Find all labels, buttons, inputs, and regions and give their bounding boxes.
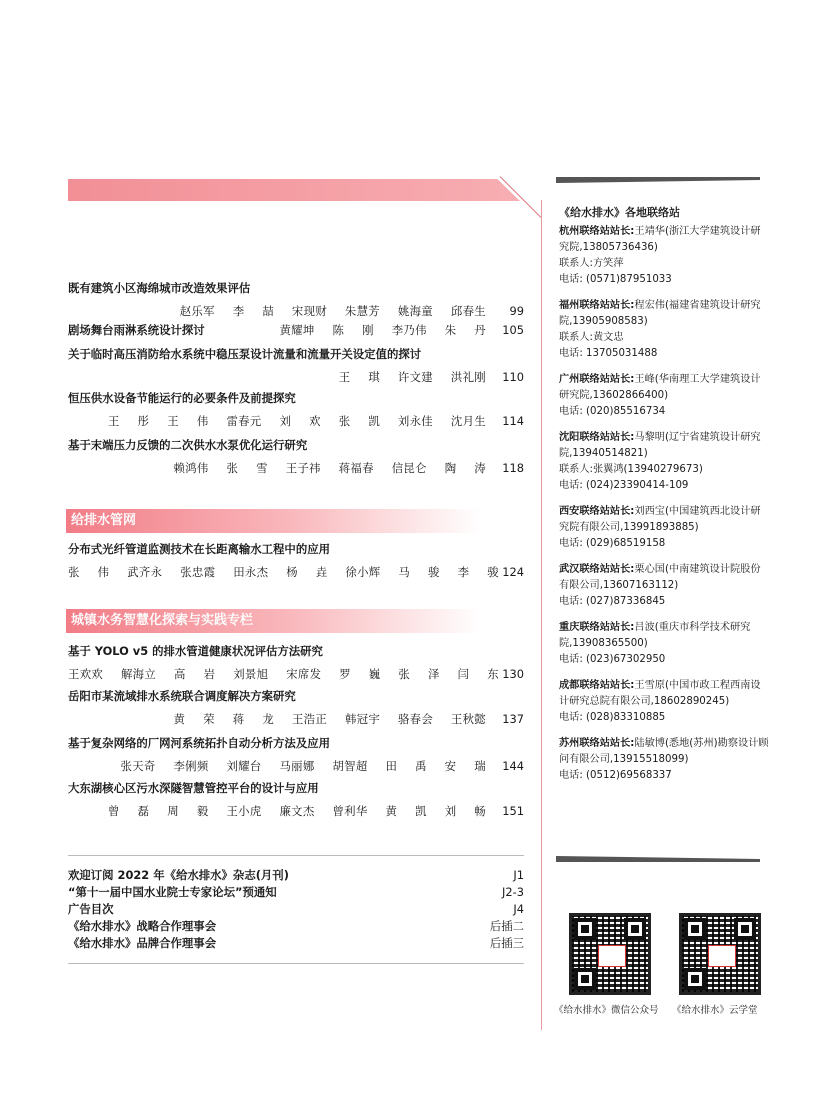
article-title: 剧场舞台雨淋系统设计探讨 bbox=[68, 323, 205, 337]
article-authors: 王欢欢 解海立 高 岩 刘景旭 宋席发 罗 巍 张 泽 闫 东 bbox=[68, 667, 499, 681]
article-authors: 王 琪 许文建 洪礼刚 bbox=[338, 370, 486, 384]
station-entry bbox=[559, 620, 769, 668]
station-line: 王靖华(浙江大学建筑设计研究院,13805736436) bbox=[559, 226, 761, 253]
article-title: 基于复杂网络的厂网河系统拓扑自动分析方法及应用 bbox=[68, 736, 330, 750]
station-head: 成都联络站站长: bbox=[559, 680, 635, 691]
station-line: 吕波(重庆市科学技术研究院,13908365500) bbox=[559, 622, 751, 649]
article-page: 110 bbox=[502, 370, 524, 384]
station-line: 栗心国(中南建筑设计院股份有限公司,13607163112) bbox=[559, 564, 761, 591]
station-head: 广州联络站站长: bbox=[559, 374, 635, 385]
sidebar-top-bar bbox=[556, 177, 760, 183]
article-entry[interactable] bbox=[68, 735, 524, 774]
station-line: 电话: (0512)69568337 bbox=[559, 770, 672, 781]
station-entry bbox=[559, 736, 769, 784]
misc-page: 后插三 bbox=[489, 936, 524, 950]
column-divider bbox=[541, 200, 542, 1030]
article-entry[interactable] bbox=[68, 541, 524, 580]
article-title: 既有建筑小区海绵城市改造效果评估 bbox=[68, 281, 251, 295]
misc-label: 《给水排水》品牌合作理事会 bbox=[68, 936, 217, 950]
sidebar-bottom-bar bbox=[556, 856, 760, 862]
misc-item[interactable] bbox=[68, 918, 524, 935]
article-authors: 曾 磊 周 毅 王小虎 廉文杰 曾利华 黄 凯 刘 畅 bbox=[108, 804, 486, 818]
article-authors: 黄耀坤 陈 刚 李乃伟 朱 丹 bbox=[279, 323, 486, 337]
article-page: 105 bbox=[502, 323, 524, 337]
article-page: 99 bbox=[509, 304, 524, 318]
article-entry[interactable] bbox=[68, 437, 524, 476]
station-entry bbox=[559, 678, 769, 726]
station-line: 电话: (020)85516734 bbox=[559, 406, 666, 417]
sidebar-stations bbox=[559, 205, 769, 784]
station-line: 电话: (027)87336845 bbox=[559, 596, 666, 607]
article-title: 基于末端压力反馈的二次供水水泵优化运行研究 bbox=[68, 438, 308, 452]
divider bbox=[68, 963, 524, 964]
station-head: 福州联络站站长: bbox=[559, 300, 635, 311]
misc-label: 欢迎订阅 2022 年《给水排水》杂志(月刊) bbox=[68, 868, 289, 882]
station-line: 马黎明(辽宁省建筑设计研究院,13940514821) bbox=[559, 432, 761, 459]
article-entry[interactable] bbox=[68, 390, 524, 429]
misc-page: J2-3 bbox=[502, 885, 524, 899]
misc-page: J4 bbox=[513, 902, 524, 916]
misc-item[interactable] bbox=[68, 884, 524, 901]
station-line: 联系人:张翼鸿(13940279673) bbox=[559, 464, 703, 475]
wechat-qr-caption: 《给水排水》微信公众号 bbox=[554, 1005, 659, 1016]
article-title: 分布式光纤管道监测技术在长距离输水工程中的应用 bbox=[68, 542, 330, 556]
article-page: 130 bbox=[502, 667, 524, 681]
misc-page: 后插二 bbox=[489, 919, 524, 933]
station-line: 电话: (029)68519158 bbox=[559, 538, 666, 549]
article-authors: 张天奇 李俐频 刘耀台 马丽娜 胡智超 田 禹 安 瑞 bbox=[120, 759, 486, 773]
article-entry[interactable] bbox=[68, 688, 524, 727]
station-line: 电话: (024)23390414-109 bbox=[559, 480, 689, 491]
station-line: 电话: (023)67302950 bbox=[559, 654, 666, 665]
cloud-class-qr-code[interactable] bbox=[679, 913, 761, 995]
misc-item[interactable] bbox=[68, 935, 524, 952]
article-page: 151 bbox=[502, 804, 524, 818]
article-page: 124 bbox=[502, 565, 524, 579]
article-title: 岳阳市某流域排水系统联合调度解决方案研究 bbox=[68, 689, 296, 703]
misc-label: “第十一届中国水业院士专家论坛”预通知 bbox=[68, 885, 277, 899]
station-line: 程宏伟(福建省建筑设计研究院,13905908583) bbox=[559, 300, 761, 327]
article-page: 144 bbox=[502, 759, 524, 773]
article-title: 基于 YOLO v5 的排水管道健康状况评估方法研究 bbox=[68, 644, 323, 658]
article-authors: 赵乐军 李 喆 宋现财 朱慧芳 姚海童 邱春生 bbox=[179, 304, 486, 318]
misc-list bbox=[68, 867, 524, 952]
station-line: 电话: 13705031488 bbox=[559, 348, 658, 359]
section-header-pipe-network: 给排水管网 bbox=[66, 509, 482, 533]
misc-page: J1 bbox=[513, 868, 524, 882]
station-entry bbox=[559, 372, 769, 420]
station-line: 王雪原(中国市政工程西南设计研究总院有限公司,18602890245) bbox=[559, 680, 761, 707]
section-header-smart-water: 城镇水务智慧化探索与实践专栏 bbox=[66, 609, 482, 633]
station-head: 苏州联络站站长: bbox=[559, 738, 635, 749]
misc-label: 《给水排水》战略合作理事会 bbox=[68, 919, 217, 933]
station-line: 电话: (028)83310885 bbox=[559, 712, 666, 723]
article-entry[interactable] bbox=[68, 780, 524, 819]
station-head: 武汉联络站站长: bbox=[559, 564, 635, 575]
station-line: 联系人:黄文忠 bbox=[559, 332, 624, 343]
station-head: 杭州联络站站长: bbox=[559, 226, 635, 237]
station-entry bbox=[559, 224, 769, 288]
qr-logo bbox=[598, 945, 626, 967]
station-line: 联系人:方笑萍 bbox=[559, 258, 624, 269]
station-line: 王峰(华南理工大学建筑设计研究院,13602866400) bbox=[559, 374, 761, 401]
article-title: 关于临时高压消防给水系统中稳压泵设计流量和流量开关设定值的探讨 bbox=[68, 347, 422, 361]
article-entry[interactable] bbox=[68, 346, 524, 385]
article-authors: 赖鸿伟 张 雪 王子祎 蒋福春 信昆仑 陶 涛 bbox=[173, 461, 486, 475]
article-page: 114 bbox=[502, 414, 524, 428]
station-entry bbox=[559, 562, 769, 610]
article-entry[interactable] bbox=[68, 643, 524, 682]
station-head: 西安联络站站长: bbox=[559, 506, 635, 517]
station-entry bbox=[559, 430, 769, 494]
qr-logo bbox=[708, 945, 736, 967]
cloud-class-qr-caption: 《给水排水》云学堂 bbox=[672, 1005, 758, 1016]
divider bbox=[68, 855, 524, 856]
article-title: 恒压供水设备节能运行的必要条件及前提探究 bbox=[68, 391, 296, 405]
wechat-qr-code[interactable] bbox=[569, 913, 651, 995]
station-line: 电话: (0571)87951033 bbox=[559, 274, 672, 285]
article-entry[interactable] bbox=[68, 280, 524, 319]
article-page: 118 bbox=[502, 461, 524, 475]
misc-label: 广告目次 bbox=[68, 902, 114, 916]
station-line: 刘西宝(中国建筑西北设计研究院有限公司,13991893885) bbox=[559, 506, 761, 533]
station-head: 重庆联络站站长: bbox=[559, 622, 635, 633]
misc-item[interactable] bbox=[68, 867, 524, 884]
article-authors: 张 伟 武齐永 张忠霞 田永杰 杨 垚 徐小辉 马 骏 李 骏 bbox=[68, 565, 499, 579]
article-entry[interactable] bbox=[68, 322, 524, 338]
article-page: 137 bbox=[502, 712, 524, 726]
article-authors: 王 彤 王 伟 雷春元 刘 欢 张 凯 刘永佳 沈月生 bbox=[108, 414, 486, 428]
station-line: 陆敏博(悉地(苏州)勘察设计顾问有限公司,13915518099) bbox=[559, 738, 769, 765]
article-authors: 黄 荣 蒋 龙 王浩正 韩冠宇 骆春会 王秋懿 bbox=[173, 712, 486, 726]
station-entry bbox=[559, 298, 769, 362]
misc-item[interactable] bbox=[68, 901, 524, 918]
article-title: 大东湖核心区污水深隧智慧管控平台的设计与应用 bbox=[68, 781, 319, 795]
station-head: 沈阳联络站站长: bbox=[559, 432, 635, 443]
header-band bbox=[68, 179, 520, 201]
sidebar-title: 《给水排水》各地联络站 bbox=[559, 206, 680, 219]
station-entry bbox=[559, 504, 769, 552]
